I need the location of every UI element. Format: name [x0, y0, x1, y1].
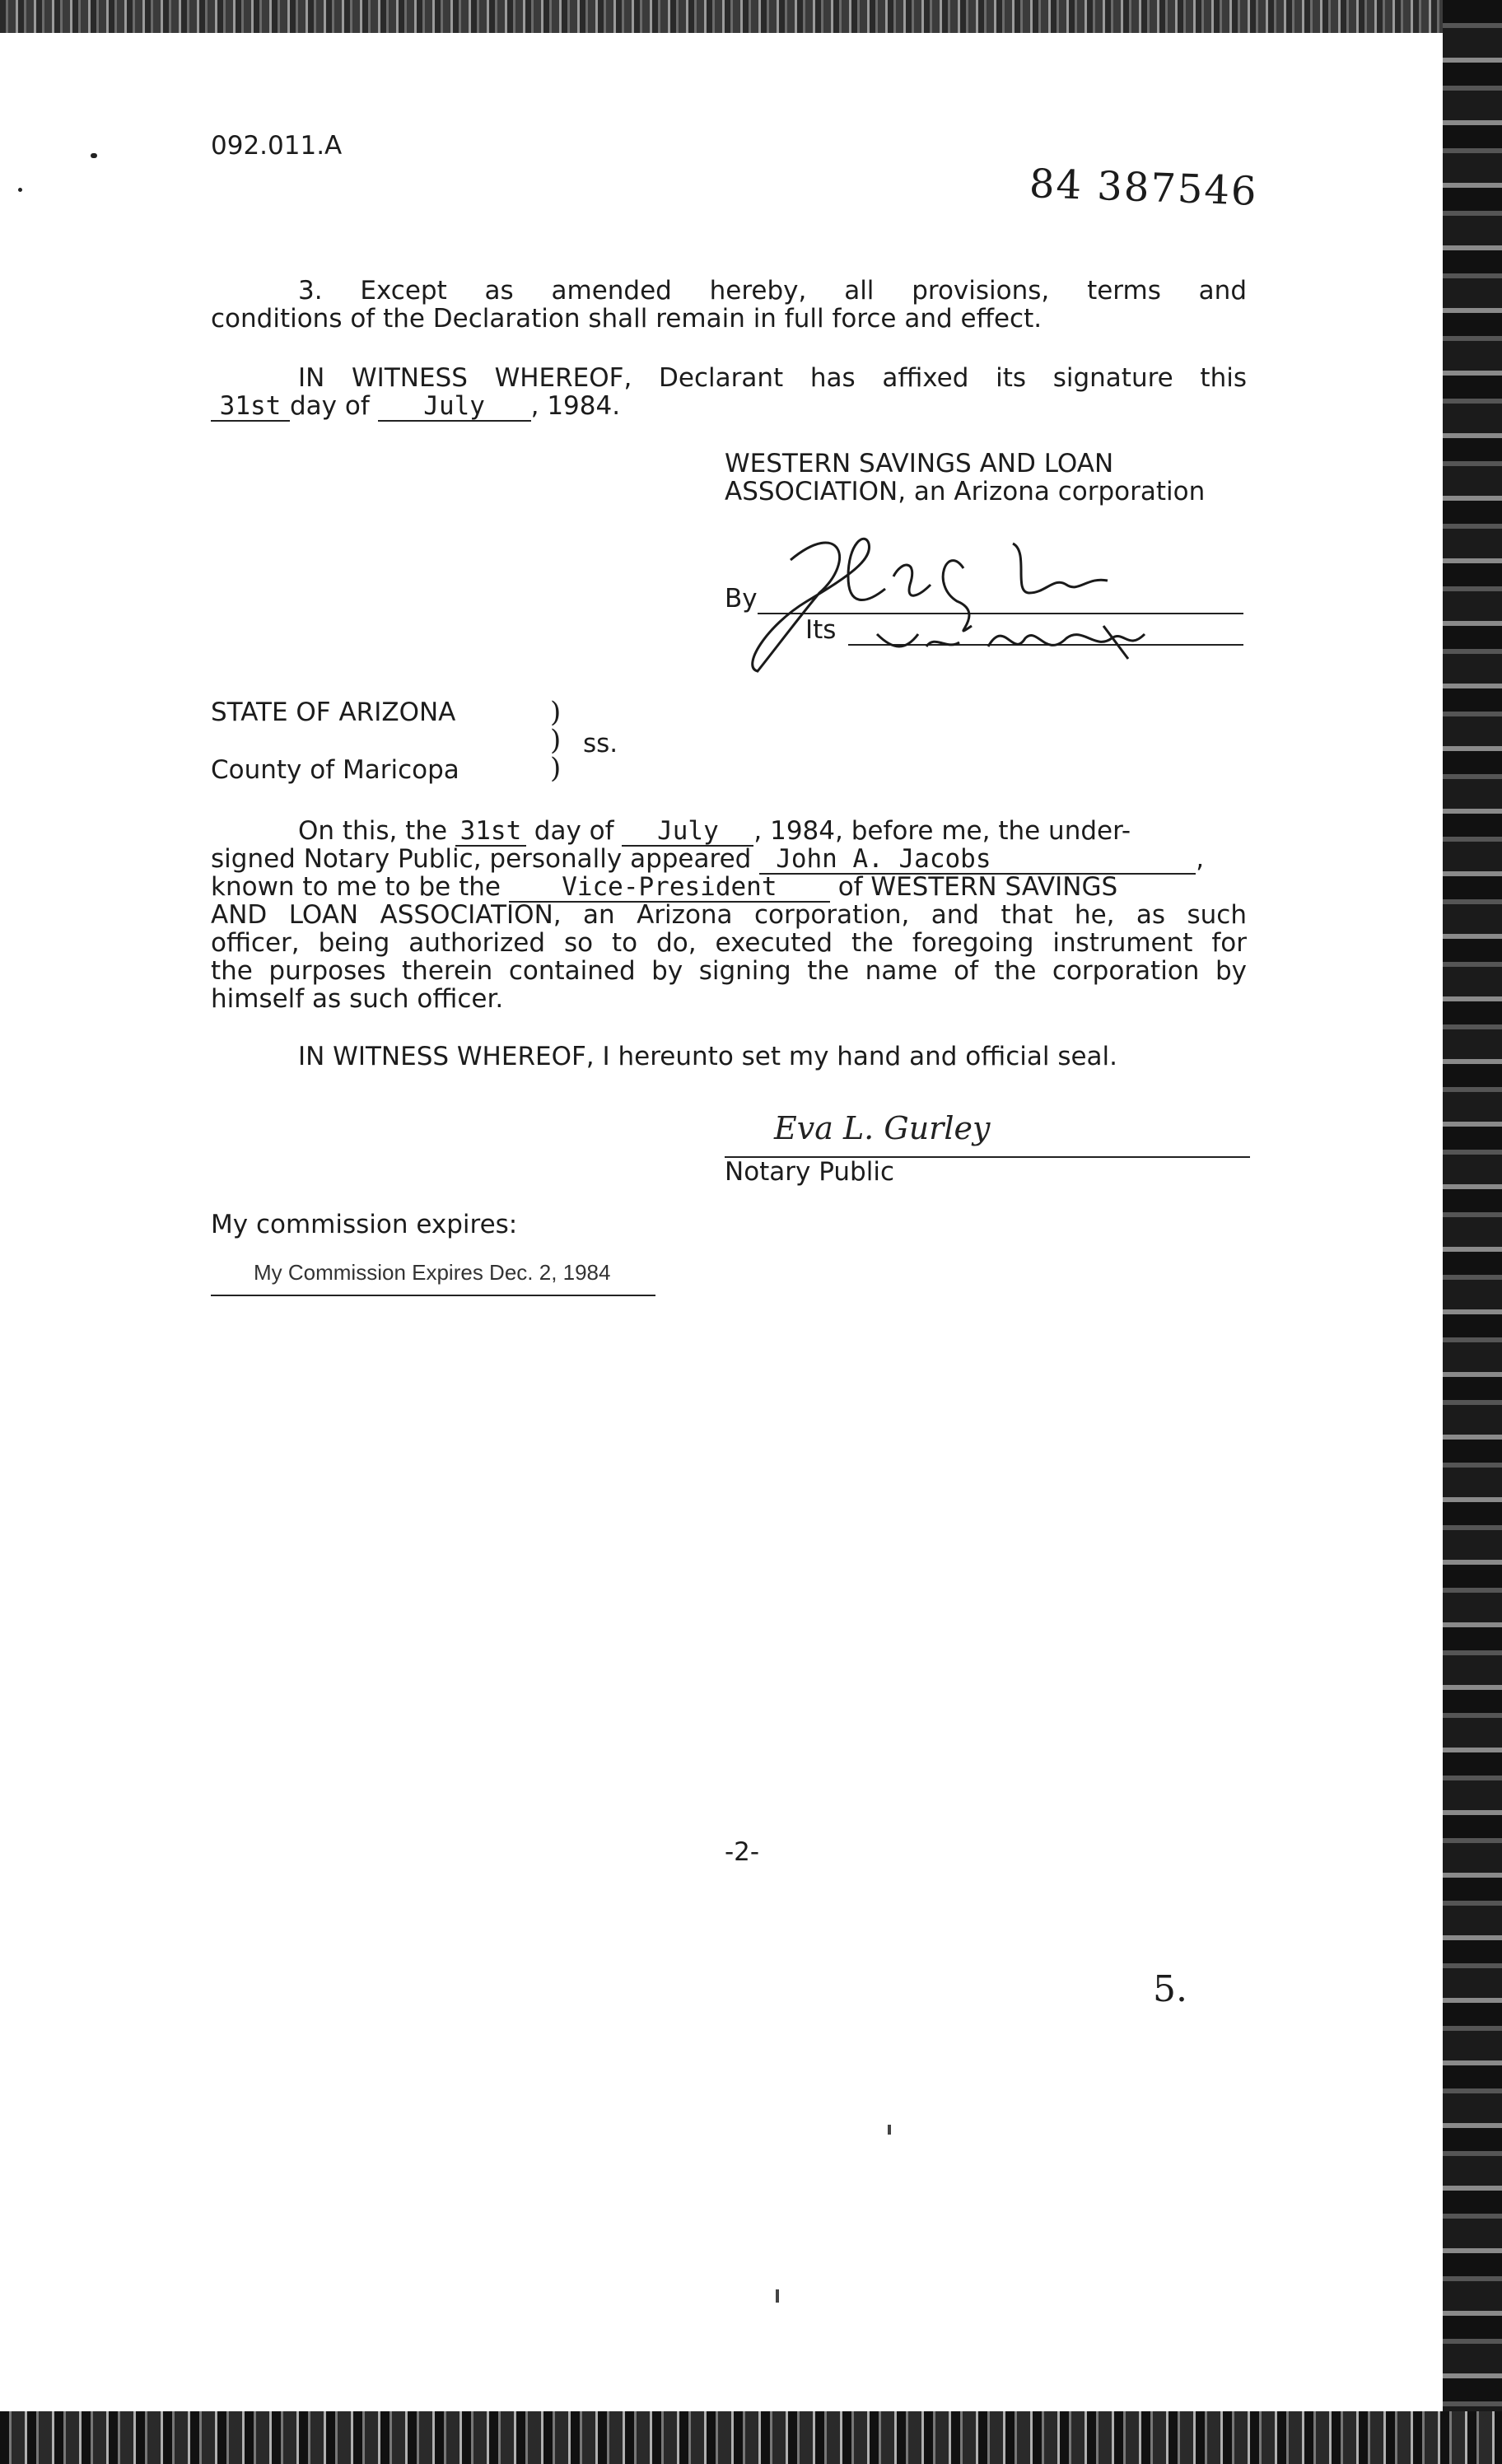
- ack-line-4: AND LOAN ASSOCIATION, an Arizona corporation, and that he, as such: [211, 900, 1247, 930]
- venue-state: STATE OF ARIZONA: [211, 698, 456, 727]
- ack-line-1: [298, 817, 1247, 847]
- ack-known: known to me to be the: [211, 872, 501, 902]
- speck: [91, 153, 97, 158]
- notary-signature-block: [725, 1104, 1252, 1194]
- ack-comma: ,: [1196, 844, 1205, 874]
- commission-line: [211, 1295, 655, 1296]
- ack-month-field: July: [622, 817, 753, 847]
- witness-year: , 1984.: [530, 391, 621, 421]
- witness-day-field: 31st: [211, 392, 290, 422]
- speck: [776, 2289, 779, 2303]
- notary-label: Notary Public: [725, 1157, 894, 1187]
- ack-day-field: 31st: [455, 817, 526, 847]
- paragraph-3-line-1: 3. Except as amended hereby, all provisions, terms and: [298, 276, 1247, 306]
- margin-mark: 5.: [1153, 1968, 1187, 2010]
- witness-line-1: IN WITNESS WHEREOF, Declarant has affixed its signature this: [298, 363, 1247, 393]
- venue-county: County of Maricopa: [211, 755, 459, 785]
- witness-month-field: July: [378, 392, 531, 422]
- corporation-name-line-2: ASSOCIATION, an Arizona corporation: [725, 477, 1206, 506]
- ack-line-6: the purposes therein contained by signing the name of the corporation by: [211, 956, 1247, 986]
- commission-stamp: My Commission Expires Dec. 2, 1984: [254, 1260, 611, 1285]
- ack-title-field: Vice-President: [509, 873, 830, 903]
- scan-edge-right: [1443, 0, 1502, 2464]
- notary-signature: Eva L. Gurley: [774, 1110, 991, 1146]
- scan-edge-top: [0, 0, 1502, 33]
- venue-brackets: ) ) ): [550, 696, 562, 785]
- ack-on-this: On this, the: [298, 816, 448, 846]
- ack-line-7: himself as such officer.: [211, 984, 504, 1014]
- ack-day-of: day of: [534, 816, 614, 846]
- witness-day-of: day of: [290, 391, 370, 421]
- its-label: Its: [805, 615, 837, 645]
- corporation-name-line-1: WESTERN SAVINGS AND LOAN: [725, 449, 1114, 478]
- commission-label: My commission expires:: [211, 1210, 518, 1239]
- scan-edge-bottom: [0, 2411, 1502, 2464]
- page-number: -2-: [725, 1837, 760, 1867]
- speck: [888, 2125, 891, 2135]
- record-number: 84 387546: [1029, 161, 1259, 215]
- signature-drawing: [741, 527, 1202, 675]
- by-label: By: [725, 584, 758, 614]
- ack-of-western: of WESTERN SAVINGS: [837, 872, 1118, 902]
- ack-line-2: [211, 845, 1204, 875]
- signature-block: [725, 527, 1252, 675]
- witness-line-2: [211, 392, 620, 422]
- ack-line-3: [211, 873, 1117, 903]
- ack-appeared: signed Notary Public, personally appeared: [211, 844, 752, 874]
- venue-ss: ss.: [583, 729, 618, 758]
- notary-witness-line: IN WITNESS WHEREOF, I hereunto set my hand and official seal.: [298, 1042, 1118, 1071]
- ack-line-5: officer, being authorized so to do, executed the foregoing instrument for: [211, 928, 1247, 958]
- speck: [18, 188, 22, 192]
- document-id: 092.011.A: [211, 131, 343, 161]
- ack-line-1-end: , 1984, before me, the under-: [753, 816, 1131, 846]
- ack-name-field: John A. Jacobs: [759, 845, 1196, 875]
- paragraph-3-line-2: conditions of the Declaration shall remain in full force and effect.: [211, 304, 1043, 334]
